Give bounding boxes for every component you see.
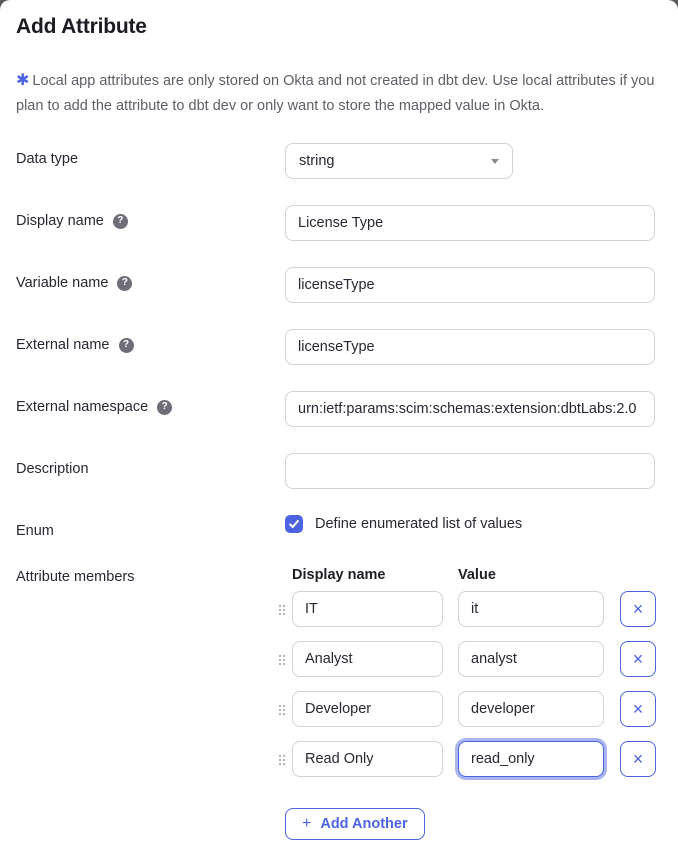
enum-label xyxy=(16,515,285,539)
external-name-label xyxy=(16,329,285,353)
member-display-name-input[interactable] xyxy=(292,591,443,627)
variable-name-label xyxy=(16,267,285,291)
help-icon[interactable]: ? xyxy=(113,214,128,229)
field-row-data-type xyxy=(16,143,678,179)
column-header-display-name: Display name xyxy=(292,567,386,583)
add-another-button[interactable] xyxy=(285,808,425,840)
enum-checkbox[interactable] xyxy=(285,515,303,533)
external-namespace-input[interactable] xyxy=(285,391,655,427)
external-namespace-label-text: External namespace xyxy=(16,399,149,415)
chevron-down-icon xyxy=(491,159,499,164)
data-type-label-text: Data type xyxy=(16,151,79,167)
attribute-members-label: Attribute members xyxy=(16,569,135,585)
display-name-label-text: Display name xyxy=(16,213,104,229)
member-display-name-input[interactable] xyxy=(292,691,443,727)
drag-handle-icon[interactable] xyxy=(278,604,292,615)
attribute-member-row xyxy=(278,591,656,627)
data-type-selected-value: string xyxy=(299,153,335,169)
drag-handle-icon[interactable] xyxy=(278,754,292,765)
attribute-member-row xyxy=(278,741,656,777)
member-display-name-input[interactable] xyxy=(292,741,443,777)
close-icon: × xyxy=(632,699,644,719)
add-another-label: Add Another xyxy=(320,816,408,832)
help-icon[interactable]: ? xyxy=(119,338,134,353)
field-row-display-name xyxy=(16,205,678,241)
member-display-name-input[interactable] xyxy=(292,641,443,677)
description-label-text: Description xyxy=(16,461,89,477)
data-type-label xyxy=(16,143,285,167)
external-name-label-text: External name xyxy=(16,337,110,353)
plus-icon: + xyxy=(302,815,312,832)
drag-handle-icon[interactable] xyxy=(278,704,292,715)
attribute-members-grid xyxy=(278,567,656,840)
asterisk-icon: ✱ xyxy=(16,72,30,89)
description-label xyxy=(16,453,285,477)
info-note-text: Local app attributes are only stored on Okta and not created in dbt dev. Use local attributes if you plan to add the attribute to dbt dev or only want to store the mapped value in Okta. xyxy=(16,73,655,114)
attribute-member-row xyxy=(278,691,656,727)
display-name-input[interactable] xyxy=(285,205,655,241)
attribute-member-row xyxy=(278,641,656,677)
member-value-input[interactable] xyxy=(458,641,604,677)
external-namespace-label xyxy=(16,391,285,415)
variable-name-label-text: Variable name xyxy=(16,275,109,291)
attribute-members-section xyxy=(16,567,678,840)
field-row-external-namespace xyxy=(16,391,678,427)
close-icon: × xyxy=(632,599,644,619)
enum-checkbox-group xyxy=(285,515,522,533)
field-row-external-name xyxy=(16,329,678,365)
page-title: Add Attribute xyxy=(16,15,147,38)
remove-member-button[interactable] xyxy=(620,641,656,677)
attribute-form xyxy=(0,143,678,840)
member-value-input-focused[interactable] xyxy=(458,741,604,777)
close-icon: × xyxy=(632,749,644,769)
field-row-variable-name xyxy=(16,267,678,303)
enum-label-text: Enum xyxy=(16,523,54,539)
info-note xyxy=(16,68,662,119)
close-icon: × xyxy=(632,649,644,669)
variable-name-input[interactable] xyxy=(285,267,655,303)
field-row-description xyxy=(16,453,678,489)
check-icon xyxy=(288,518,300,530)
remove-member-button[interactable] xyxy=(620,591,656,627)
member-value-input[interactable] xyxy=(458,591,604,627)
field-row-enum xyxy=(16,515,678,539)
display-name-label xyxy=(16,205,285,229)
remove-member-button[interactable] xyxy=(620,741,656,777)
external-name-input[interactable] xyxy=(285,329,655,365)
column-header-value: Value xyxy=(458,567,496,583)
help-icon[interactable]: ? xyxy=(117,276,132,291)
remove-member-button[interactable] xyxy=(620,691,656,727)
data-type-select[interactable] xyxy=(285,143,513,179)
description-input[interactable] xyxy=(285,453,655,489)
member-value-input[interactable] xyxy=(458,691,604,727)
help-icon[interactable]: ? xyxy=(157,400,172,415)
enum-checkbox-label: Define enumerated list of values xyxy=(315,516,523,532)
member-column-headers xyxy=(278,567,656,583)
drag-handle-icon[interactable] xyxy=(278,654,292,665)
